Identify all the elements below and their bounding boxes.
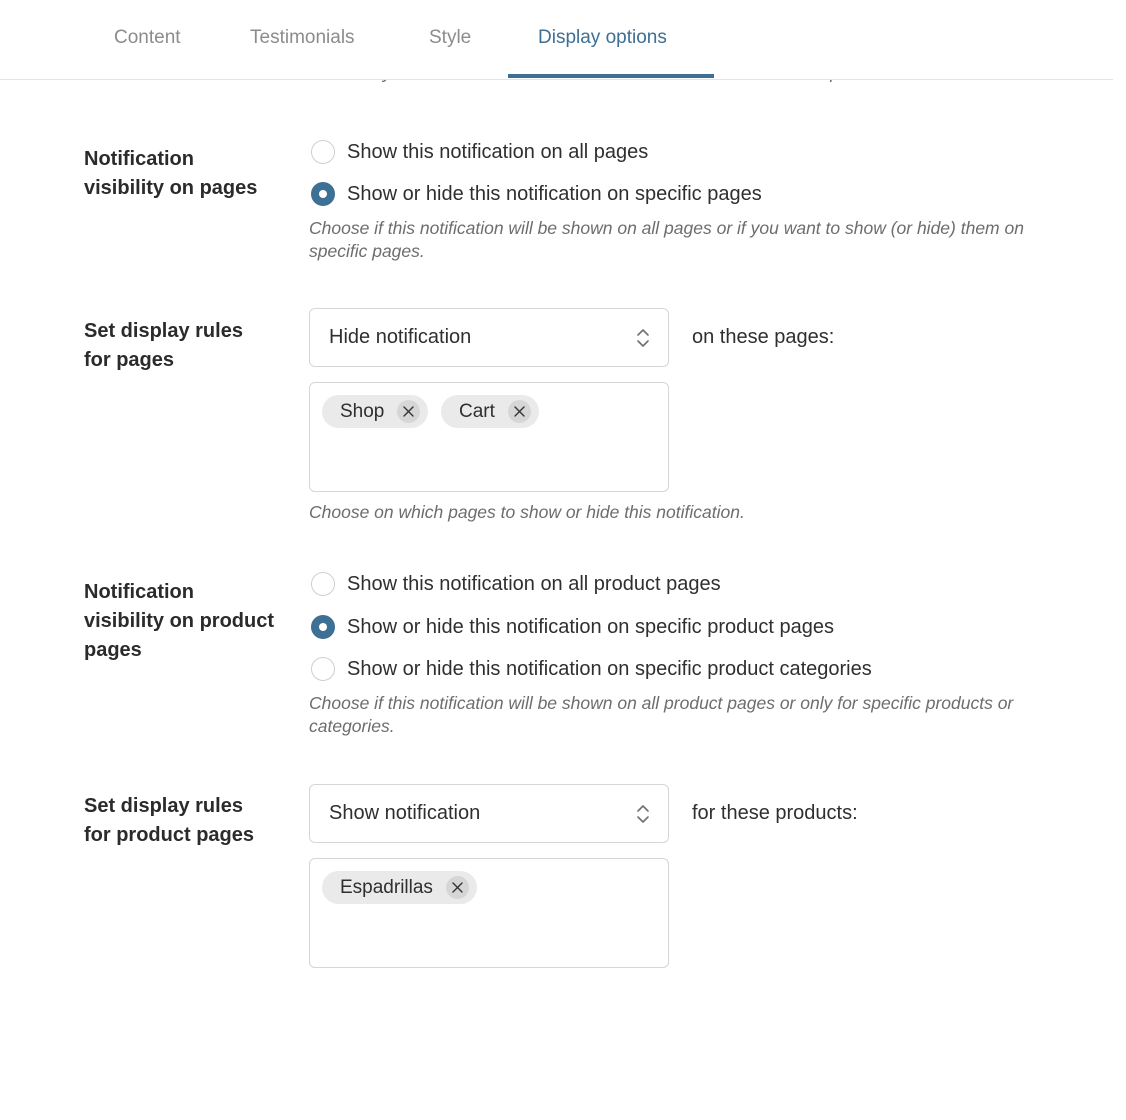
- tag-remove-button[interactable]: [508, 400, 531, 423]
- tab-testimonials[interactable]: Testimonials: [250, 27, 355, 48]
- active-tab-indicator: [508, 74, 714, 78]
- pages-rules-label: Set display rules for pages: [84, 320, 243, 371]
- radio-all-pages[interactable]: [311, 139, 648, 165]
- pages-rules-suffix: on these pages:: [692, 326, 835, 348]
- tab-style[interactable]: Style: [429, 27, 472, 48]
- radio-button[interactable]: [311, 657, 335, 681]
- tag-label: Espadrillas: [340, 876, 433, 898]
- select-value: Hide notification: [329, 326, 472, 348]
- radio-specific-product-categories[interactable]: [311, 656, 872, 682]
- tag-label: Shop: [340, 400, 385, 422]
- pages-rules-help: Choose on which pages to show or hide this notification.: [309, 502, 745, 522]
- radio-button[interactable]: [311, 615, 335, 639]
- tag-shop: [322, 395, 428, 428]
- product-visibility-help: Choose if this notification will be shown on all product pages or only for specific products or categories.: [309, 693, 1014, 736]
- radio-label: Show or hide this notification on specific product pages: [347, 615, 834, 638]
- pages-tag-input[interactable]: [309, 382, 669, 492]
- product-rules-suffix: for these products:: [692, 802, 858, 824]
- radio-label: Show or hide this notification on specific pages: [347, 182, 762, 205]
- chevron-up-down-icon: [636, 802, 650, 826]
- radio-button[interactable]: [311, 140, 335, 164]
- tag-label: Cart: [459, 400, 495, 422]
- product-rules-label: Set display rules for product pages: [84, 795, 255, 846]
- close-icon: [403, 406, 414, 417]
- radio-specific-pages[interactable]: [311, 181, 762, 207]
- tab-display-options[interactable]: Display options: [538, 27, 667, 48]
- tag-cart: [441, 395, 539, 428]
- pages-visibility-help: Choose if this notification will be shown on all pages or if you want to show (or hide) them on specific pages.: [309, 218, 1024, 261]
- products-tag-input[interactable]: [309, 858, 669, 968]
- radio-button[interactable]: [311, 182, 335, 206]
- pages-rule-select[interactable]: [309, 308, 669, 367]
- tab-bar: [0, 0, 1113, 80]
- tag-remove-button[interactable]: [397, 400, 420, 423]
- close-icon: [514, 406, 525, 417]
- product-rule-select[interactable]: [309, 784, 669, 843]
- radio-label: Show this notification on all product pages: [347, 572, 721, 595]
- select-value: Show notification: [329, 802, 481, 824]
- tag-remove-button[interactable]: [446, 876, 469, 899]
- pages-visibility-label: Notification visibility on pages: [84, 148, 258, 199]
- product-visibility-label: Notification visibility on product pages: [84, 581, 275, 661]
- tab-content[interactable]: Content: [114, 27, 181, 48]
- chevron-up-down-icon: [636, 326, 650, 350]
- radio-label: Show this notification on all pages: [347, 140, 649, 163]
- radio-all-product-pages[interactable]: [311, 571, 721, 597]
- tag-espadrillas: [322, 871, 477, 904]
- close-icon: [452, 882, 463, 893]
- radio-button[interactable]: [311, 572, 335, 596]
- radio-specific-product-pages[interactable]: [311, 614, 834, 640]
- radio-label: Show or hide this notification on specific product categories: [347, 657, 872, 680]
